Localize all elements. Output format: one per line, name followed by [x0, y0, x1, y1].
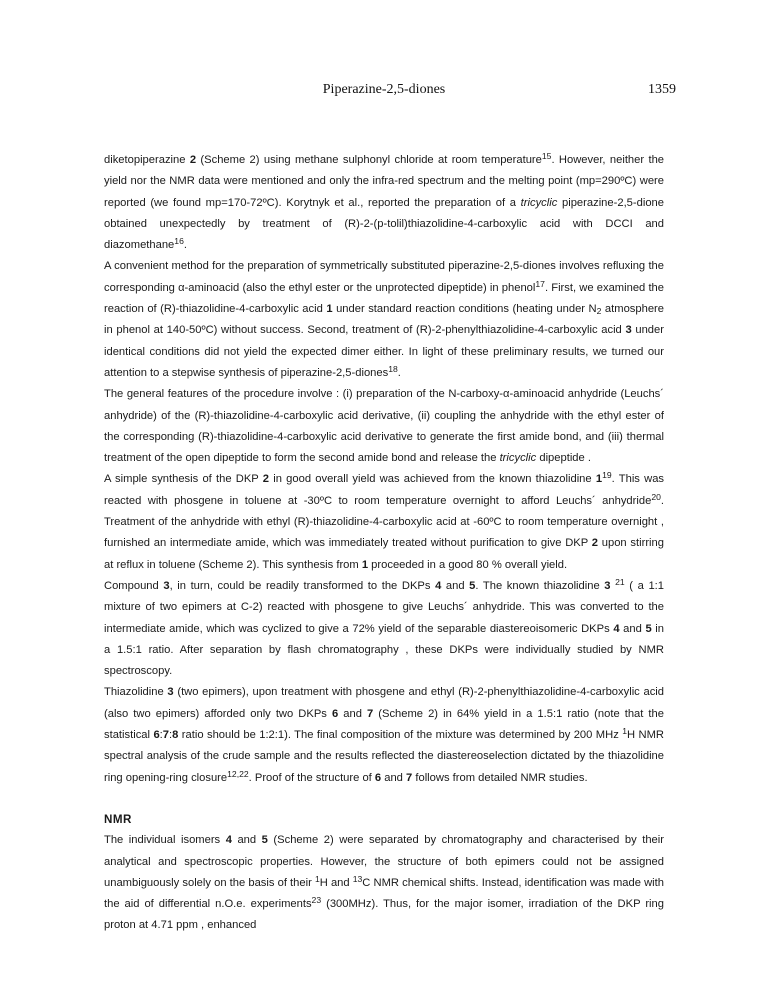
compound-number: 2	[262, 473, 270, 486]
running-title: Piperazine-2,5-diones	[322, 82, 446, 97]
paragraph: Thiazolidine 3 (two epimers), upon treatment with phosgene and ethyl (R)-2-phenylthiazolidine-4-carboxylic acid (also two epimers) afforded only two DKPs 6 and 7 (Scheme 2) in 64% yield in a 1.5:1 ratio (note that the statistical 6:7:8 ratio should be 1:2:1). The final composition of the mixture was determined by 200 MHz $^1$H NMR spectral analysis of the crude sample and the results reflected the diastereoselection dictated by the thiazolidine ring opening-ring closure$^{12,22}$. Proof of the structure of 6 and 7 follows from detailed NMR studies.	[104, 686, 664, 784]
superscript: 20	[651, 491, 661, 502]
compound-number: 3	[167, 686, 174, 699]
superscript: 17	[535, 278, 545, 289]
compound-number: 6	[374, 771, 382, 784]
superscript: 16	[174, 236, 184, 247]
compound-number: 7	[406, 771, 413, 784]
paragraph: A convenient method for the preparation of symmetrically substituted piperazine-2,5-diones involves refluxing the corresponding α-aminoacid (also the ethyl ester or the unprotected dipeptide) in phenol$^{17}$. First, we examined the reaction of (R)-thiazolidine-4-carboxylic acid 1 under standard reaction conditions (heating under $N_2$ atmosphere in phenol at 140-50ºC) without success. Second, treatment of (R)-2-phenylthiazolidine-4-carboxylic acid 3 under identical conditions did not yield the expected dimer either. In light of these preliminary results, we turned our attention to a stepwise synthesis of piperazine-2,5-diones$^{18}$.	[104, 260, 664, 379]
compound-number: 2	[189, 154, 197, 166]
paragraph: The general features of the procedure involve : (i) preparation of the N-carboxy-α-aminoacid anhydride (Leuchs´ anhydride) of the (R)-thiazolidine-4-carboxylic acid derivative, (ii) coupling the anhydride with the ethyl ester of the corresponding (R)-thiazolidine-4-carboxylic acid derivative to generate the first amide bond, and (iii) thermal treatment of the open dipeptide to form the second amide bond and release the tricyclic dipeptide .	[104, 388, 664, 465]
paragraph: The individual isomers 4 and 5 (Scheme 2) were separated by chromatography and characterised by their analytical and spectroscopic properties. However, the structure of both epimers could not be assigned unambiguously solely on the basis of their $^1$H and $^{13}$C NMR chemical shifts. Instead, identification was made with the aid of differential n.O.e. experiments$^{23}$ (300MHz). Thus, for the major isomer, irradiation of the DKP ring proton at 4.71 ppm , enhanced	[104, 834, 664, 932]
superscript: 23	[311, 895, 322, 906]
compound-number: 4	[613, 622, 620, 635]
page-number: 1359	[648, 82, 676, 97]
compound-number: 2	[591, 537, 598, 550]
superscript: 19	[602, 470, 612, 481]
compound-number: 7	[162, 729, 170, 742]
compound-number: 3	[625, 324, 632, 337]
section-heading-nmr: NMR	[104, 812, 132, 826]
compound-number: 6	[153, 729, 160, 742]
compound-number: 3	[604, 579, 611, 592]
compound-number: 5	[645, 622, 652, 635]
running-header	[0, 82, 768, 102]
paragraph: A simple synthesis of the DKP 2 in good overall yield was achieved from the known thiazolidine $1^{19}$. This was reacted with phosgene in toluene at -30ºC to room temperature overnight to afford Leuchs´ anhydride$^{20}$. Treatment of the anhydride with ethyl (R)-thiazolidine-4-carboxylic acid at -60ºC to room temperature overnight , furnished an intermediate amide, which was immediately treated without purification to give DKP 2 upon stirring at reflux in toluene (Scheme 2). This synthesis from 1 proceeded in a good 80 % overall yield.	[104, 470, 665, 571]
superscript: 13	[352, 873, 363, 884]
superscript: 21	[615, 576, 625, 587]
body-text	[104, 150, 664, 937]
compound-number: 3	[163, 579, 170, 592]
paragraph: diketopiperazine 2 (Scheme 2) using methane sulphonyl chloride at room temperature$^{15}$. However, neither the yield nor the NMR data were mentioned and only the infra-red spectrum and the melting point (mp=290ºC) were reported (we found mp=170-72ºC). Korytnyk et al., reported the preparation of a tricyclic piperazine-2,5-dione obtained unexpectedly by treatment of (R)-2-(p-tolil)thiazolidine-4-carboxylic acid with DCCI and diazomethane$^{16}$.	[104, 151, 665, 252]
emphasis: tricyclic	[520, 196, 558, 209]
subscript: 2	[596, 306, 602, 317]
compound-number: 4	[435, 579, 442, 592]
nmr-paragraph-group	[104, 830, 664, 936]
superscript: 15	[541, 151, 552, 161]
superscript: 18	[388, 363, 398, 374]
compound-number: 1	[595, 473, 603, 486]
compound-number: 4	[225, 834, 232, 847]
emphasis: tricyclic	[499, 452, 537, 465]
paragraph-group	[104, 150, 664, 789]
superscript: 1	[622, 726, 627, 737]
compound-number: 8	[172, 729, 179, 742]
paragraph: Compound 3, in turn, could be readily transformed to the DKPs 4 and 5. The known thiazolidine 3 $^{21}$ ( a 1:1 mixture of two epimers at C-2) reacted with phosgene to give Leuchs´ anhydride. This was converted to the intermediate amide, which was cyclized to give a 72% yield of the separable diastereoisomeric DKPs 4 and 5 in a 1.5:1 ratio. After separation by flash chromatography , these DKPs were individually studied by NMR spectroscopy.	[104, 576, 664, 678]
compound-number: 7	[366, 707, 374, 720]
superscript: 12,22	[227, 768, 249, 779]
compound-number: 1	[361, 558, 369, 571]
superscript: 1	[314, 873, 320, 884]
compound-number: 5	[261, 834, 268, 847]
compound-number: 5	[469, 579, 476, 592]
compound-number: 6	[331, 707, 339, 720]
compound-number: 1	[326, 303, 333, 316]
